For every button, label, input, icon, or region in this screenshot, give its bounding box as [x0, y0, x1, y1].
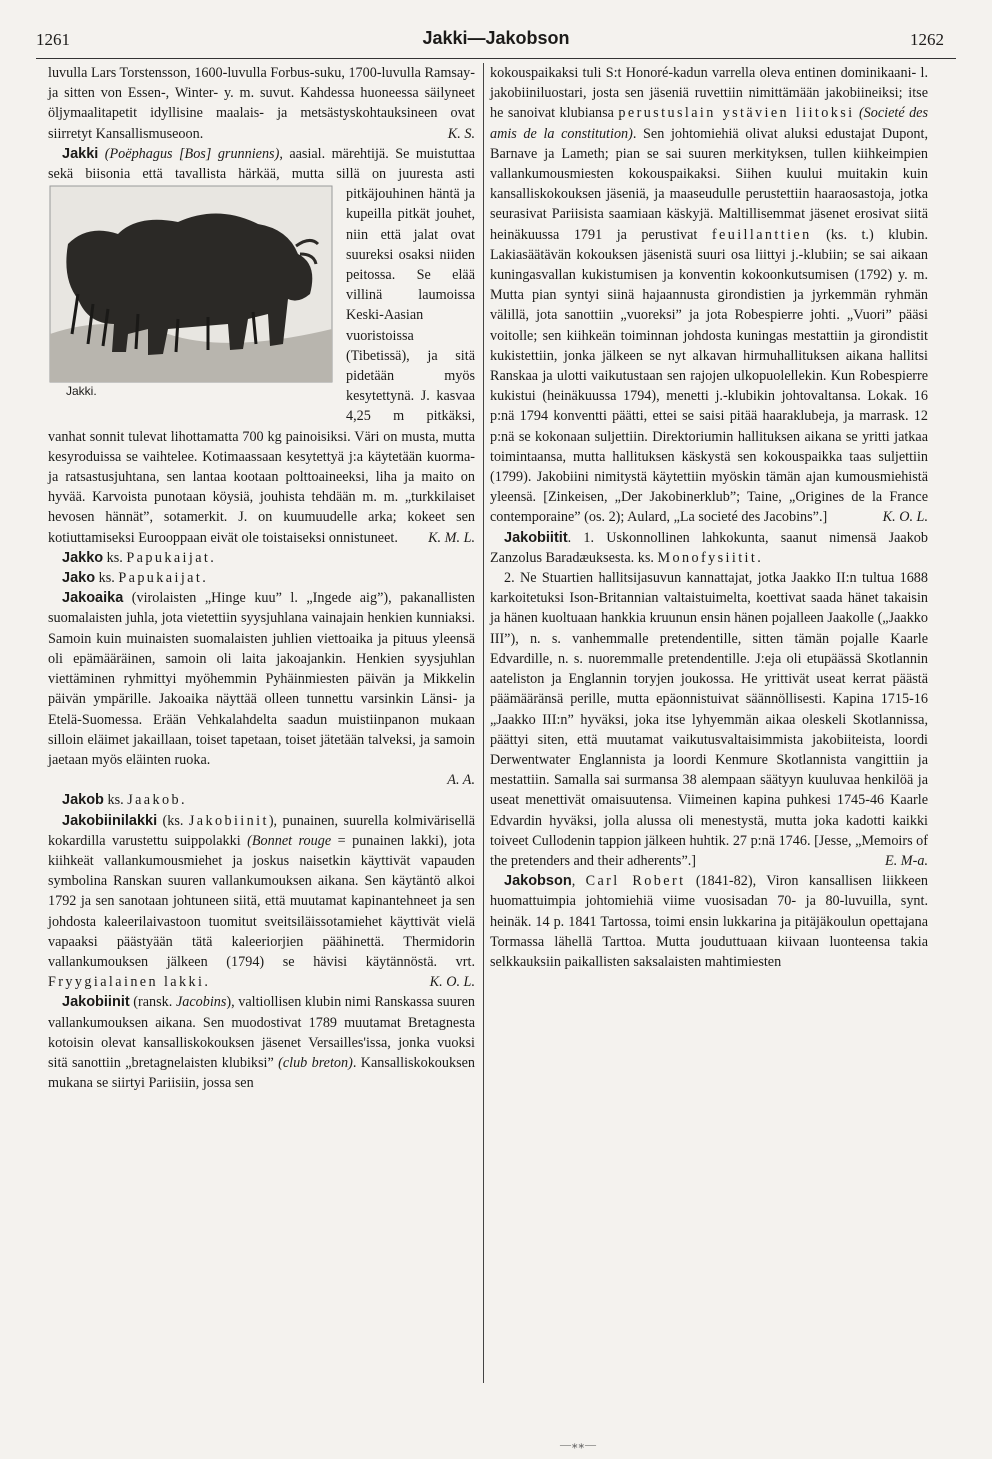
- entry-jakobiitit: Jakobiitit. 1. Uskonnollinen lahkokunta, saanut nimensä Jaakob Zanzolus Baradæuksesta. ks. Monofysiitit.: [490, 529, 928, 566]
- entry-text-continued: pitkäjouhinen häntä ja kupeilla pitkät jouhet, niin että jalat ovat suureksi osaksi niiden peitossa. Se elää villinä laumoissa Keski-Aasian vuoristoissa (Tibetissä), ja sitä pidetään myös kesytettynä. J. kasvaa 4,25 m pitkäksi, vanhat sonnit tulevat lihottamatta 700 kg painoisiksi. Väri on musta, mutta kesyroduissa se vaihtelee. Kotimaassaan kesytettyä j:a käytetään kuorma- ja ratsastusjuhtana, sen lantaa kootaan polttoaineeksi, liha ja maito on hyvää. Karvoista punotaan köysiä, jouhista tehdään m. m. „turkkilaiset hevosen hännät”, sotamerkit. J. on kuumuudelle arka; kokeet sen kotiuttamiseksi Eurooppaan eivät ole toistaiseksi onnistuneet.: [48, 186, 475, 546]
- entry-headword: Jakobiinilakki: [62, 812, 158, 829]
- header-rule: [36, 58, 956, 59]
- entry-jako: Jako ks. Papukaijat.: [62, 570, 209, 587]
- cross-reference: Fryygialainen lakki.: [48, 974, 211, 991]
- entry-headword: Jakobiinit: [62, 994, 130, 1011]
- figure-caption: Jakki.: [66, 384, 97, 399]
- page-header: [0, 0, 992, 62]
- entry-jakobiitit-2: 2. Ne Stuartien hallitsijasuvun kannattajat, jotka Jaakko II:n tultua 1688 karkoitetuksi Ison-Britannian valtaistuimelta, koettivat saada hänet takaisin ja hänen kuoltuaan hankkia kruunun ensin hänen pojalleen Jaakolle („Jaakko III”), n. s. vanhemmalle pretendentille, sitten tämän pojalle Kaarle Edvardille, n. s. nuoremmalle pretendentille. J:eja oli etupäässä Skotlannin aateliston ja Englannin toryjen joukossa. He yrittivät useat kerrat päästä päämääränsä perille, mutta epäonnistuivat säännöllisesti. Kapina 1715-16 „Jaakko III:n” hyväksi, joka itse lyhyemmän aikaa oleskeli Skotlannissa, päättyi siten, että muutamat vaikutusvaltaisimmista jakobiiteista, loordi Derwentwater Englannista ja loordi Kenmure Skotlannista vangittiin ja mestattiin. Samalla sai surmansa 38 alempaan säätyyn kuuluvaa henkilöä ja useat menettivät omaisuutensa. Viimeinen kapina puhkesi 1745-46 Kaarle Edvardin hyväksi, jolla alussa oli menestystä, mutta joka kadotti kaikki toiveet Cullodenin tappion jälkeen huhtik. 27 p:nä 1746. [Jesse, „Memoirs of the pretenders and their adherents”.] E. M-a.: [490, 568, 928, 871]
- column-divider: [483, 63, 484, 1383]
- author-signature: K. O. L.: [429, 974, 475, 991]
- cross-reference: Monofysiitit.: [657, 549, 764, 566]
- running-title: Jakki—Jakobson: [422, 28, 570, 48]
- cross-reference: Jakobiinit: [188, 812, 269, 829]
- cross-reference: Papukaijat.: [118, 570, 209, 587]
- entry-headword: Jakob: [62, 792, 104, 809]
- cross-reference: Jaakob.: [127, 792, 187, 809]
- page-number-left: 1261: [36, 30, 70, 49]
- entry-headword: Jakobiitit: [504, 529, 568, 546]
- left-column: [48, 63, 475, 1093]
- paragraph-continuation: luvulla Lars Torstensson, 1600-luvulla Forbus-suku, 1700-luvulla Ramsay- ja sitten von Essen-, Winter- y. m. suvut. Kahdessa huoneessa säilyneet öljymaalitapetit idyllisine maalais- ja metsästyskohtauksineen ovat siirretyt Kansallismuseoon. K. S.: [48, 63, 475, 144]
- entry-jakobson: Jakobson, Carl Robert (1841-82), Viron kansallisen liikkeen huomattuimpia johtomiehiä viime vuosisadan 70- ja 80-luvuilla, synt. heinäk. 14 p. 1841 Tartossa, toimi ensin lukkarina ja pitäjäkoulun opettajana Tormassa lähellä Tarttoa. Mutta jouduttuaan kiivaan luonteensa takia selkkauksiin paikallisten saksalaisten mahtimiesten: [490, 873, 928, 970]
- entry-headword: Jakoaika: [62, 590, 124, 607]
- emphasis-spaced: perustuslain ystävien liitoksi: [618, 105, 855, 122]
- author-signature: K. O. L.: [882, 509, 928, 526]
- entry-headword: Jakki: [62, 145, 99, 162]
- entry-jakobiinilakki: Jakobiinilakki (ks. Jakobiinit), punainen, suurella kolmivärisellä kokardilla varustettu suippolakki (Bonnet rouge = punainen lakki), jota kiihkeät vallankumousmiehet ja joskus naisetkin käyttivät vapauden symbolina Ranskan suuren vallankumouksen aikana. Sen käytäntö alkoi 1792 ja sen sanotaan johtuneen siitä, että muutamat kapinantehneet ja sen johdosta kaleerilaivastoon tuomitut sveitsiläissotamiehet käyttivät vielä vapaaksi päästyään tätä kaleeriorjien päähinettä. Thermidorin vallankumouksen jälkeen (1794) se hävisi käytännöstä. vrt. Fryygialainen lakki. K. O. L.: [48, 811, 475, 993]
- page-end-ornament: —⁎⁎—: [560, 1439, 597, 1451]
- entry-headword: Jakobson: [504, 873, 572, 890]
- entry-jakobiinit-continued: kokouspaikaksi tuli S:t Honoré-kadun varrella oleva entinen dominikaani- l. jakobiiniluostari, josta sen jäseniä ruvettiin nimittämään jakobiineiksi; itse he sanoivat klubiansa perustuslain ystävien liitoksi (Societé des amis de la constitution). Sen johtomiehiä olivat aluksi edustajat Dupont, Barnave ja Lameth; pian se sai suuren merkityksen, tullen kiihkeimpien vallankumousmiesten kokouspaikaksi. Siihen kuului muitakin kuin kansalliskokouksen jäseniä, ja maaseudulle perustettiin haaraosastoja, jotka seurasivat Pariisista saamiaan käskyjä. Maltillisemmat jäsenet erosivat siitä heinäkuussa 1791 ja perustivat feuillanttien (ks. t.) klubin. Lakiasäätävän kokouksen jäsenistä suuri osa liittyi j.-klubiin; se sai aikaan kuningasvallan kukistumisen ja konventin kokoonkutsumisen (1792) y. m. Mutta pian syntyi siinä hajaannusta girondistien ja jyrkemmän ryhmän välillä, jota sanottiin „vuoreksi” ja jota Robespierre johti. „Vuori” pääsi voitolle; sen kiihkeän toiminnan johdosta kuningas mestattiin ja girondistit kukistettiin, jonka jälkeen se nyt alkavan hirmuhallituksen aikana hallitsi Ranskaa ja ulotti vaikutustaan sen rajojen ulkopuolellekin. Kun Robespierre kukistui (heinäkuussa 1794), menetti j.-klubikin johtovaltansa. Lokak. 16 p:nä 1794 konventti päätti, ettei se saisi pitää haaraklubeja, ja marrask. 12 p:nä se kokonaan suljettiin. Direktoriumin hallituksen aikana se yritti jatkaa toimintaansa, mutta hallituksen käskystä sen kokouspaikka taas suljettiin (1799). Jakobiini nimitystä käytettiin myöskin tämän ajan kumousmiehistä yleensä. [Zinkeisen, „Der Jakobinerklub”; Taine, „Origines de la France contemporaine” (os. 2); Aulard, „La societé des Jacobins”.] K. O. L.: [490, 63, 928, 528]
- yak-illustration: [48, 184, 334, 403]
- author-signature: K. S.: [447, 125, 475, 142]
- entry-jakobiinit: Jakobiinit (ransk. Jacobins), valtiollisen klubin nimi Ranskassa suuren vallankumouksen aikana. Sen muodostivat 1789 muutamat Bretagnesta kotoisin olevat kansalliskokouksen jäsenet Versailles'issa, jonka vuoksi sitä sanottiin „bretagnelaisten klubiksi” (club breton). Kansalliskokouksen mukana se siirtyi Pariisiin, jossa sen: [48, 994, 476, 1092]
- cross-reference: feuillanttien: [711, 226, 812, 243]
- person-name-spaced: Carl Robert: [585, 873, 686, 890]
- author-signature: E. M-a.: [885, 852, 928, 869]
- entry-headword: Jakko: [62, 549, 104, 566]
- author-signature: A. A.: [447, 772, 475, 789]
- entry-headword: Jako: [62, 570, 96, 587]
- entry-jakob: Jakob ks. Jaakob.: [62, 792, 187, 809]
- page-number-right: 1262: [910, 30, 944, 49]
- author-signature: K. M. L.: [428, 529, 475, 546]
- right-column: [490, 63, 928, 972]
- yak-icon: [48, 184, 334, 384]
- entry-jakoaika: Jakoaika (virolaisten „Hinge kuu” l. „Ingede aig”), pakanallisten suomalaisten juhla, jota vietettiin syysjuhlana vainajain henkien kunniaksi. Samoin kuin muinaisten suomalaisten juhlien viettoaika ja pituus yleensä oli epämääräinen, samoin oli laita jakoajankin. Henkien syysjuhlan viettäminen ryhmittyi myöhemmin Pyhäinmiesten päivän ja Mikkelin päivän ympärille. Jakoaika näyttää olleen tunnettu varsinkin Länsi- ja Etelä-Suomessa. Erään Vehkalahdelta saadun muistiinpanon mukaan silloin eläimet jakaillaan, toiset tapetaan, toiset jätetään talveksi, ja samoin jaetaan myös eläinten ruoka.: [48, 590, 475, 768]
- entry-jakki: Jakki (Poëphagus [Bos] grunniens), aasial. märehtijä. Se muistuttaa sekä biisonia että tavallista härkää, mutta sillä on juuresta asti Jakki. pitkäjouhinen häntä ja kupeilla pitkät jouhet, niin että jalat ovat suureksi osaksi niiden peitossa. Se elää villinä laumoissa Keski-Aasian vuoristoissa (Tibetissä), ja sitä pidetään myös kesytettynä. J. kasvaa 4,25 m pitkäksi, vanhat sonnit tulevat lihottamatta 700 kg painoisiksi. Väri on musta, mutta kesyroduissa se vaihtelee. Kotimaassaan kesytettyä j:a käytetään kuorma- ja ratsastusjuhtana, sen lantaa kootaan polttoaineeksi, liha ja maito on hyvää. Karvoista punotaan köysiä, jouhista tehdään m. m. „turkkilaiset hevosen hännät”, sotamerkit. J. on kuumuudelle arka; kokeet sen kotiuttamiseksi Eurooppaan eivät ole toistaiseksi onnistuneet. K. M. L.: [48, 144, 475, 548]
- entry-jakko: Jakko ks. Papukaijat.: [62, 549, 217, 566]
- cross-reference: Papukaijat.: [126, 549, 217, 566]
